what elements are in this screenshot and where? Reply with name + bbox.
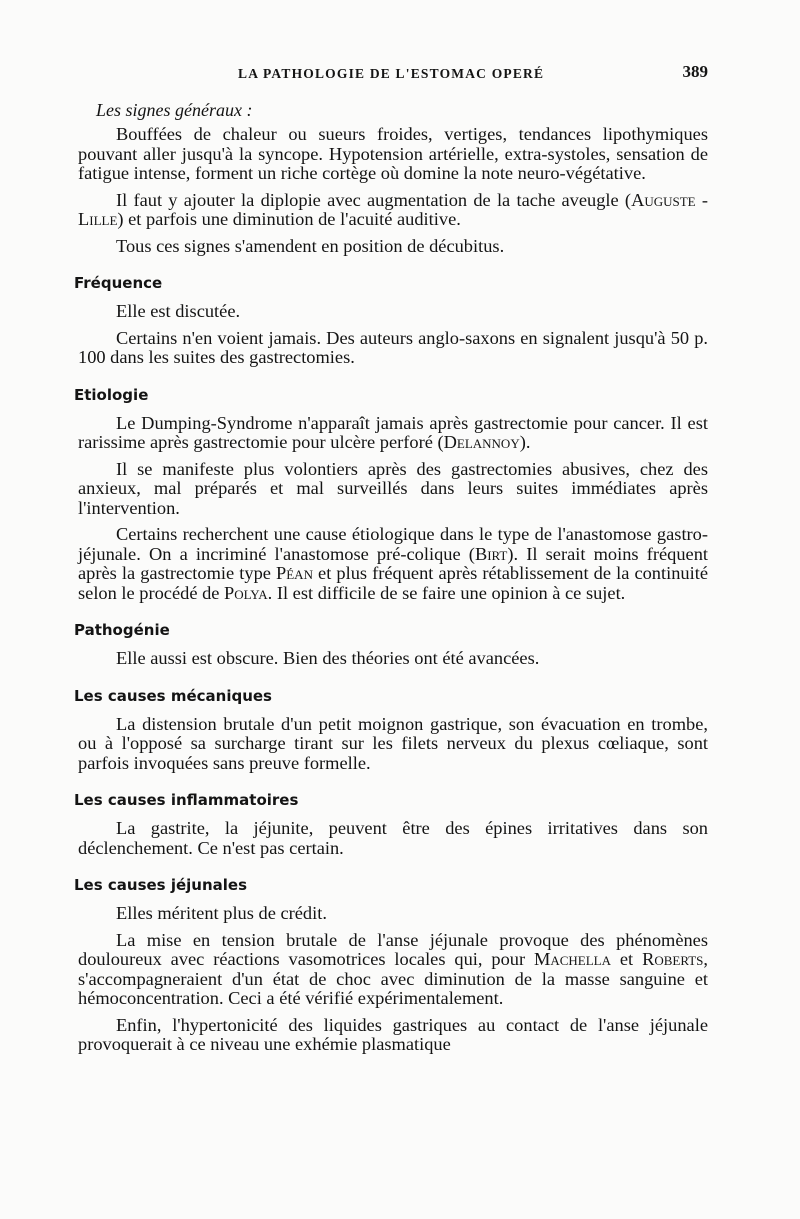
section-heading-pathogenie: Pathogénie [74,621,170,639]
page-number: 389 [682,62,708,81]
paragraph: Elle aussi est obscure. Bien des théories ont été avancées. [116,648,540,668]
paragraph: Enfin, l'hypertonicité des liquides gastriques au contact de l'anse jéjunale provoquerait à ce niveau une exhémie plasmatique [78,1014,708,1054]
paragraph: Elle est discutée. [116,301,241,321]
section-heading-etiologie: Etiologie [74,385,149,404]
paragraph: Il se manifeste plus volontiers après des gastrectomies abusives, chez des anxieux, mal préparés et mal surveillés dans leurs suites immédiates après l'intervention. [78,458,708,518]
intro-heading: Les signes généraux : [96,100,253,120]
author-name: Delannoy [443,432,520,452]
paragraph: Certains n'en voient jamais. Des auteurs anglo-saxons en signalent jusqu'à 50 p. 100 dans les suites des gastrectomies. [78,327,708,367]
paragraph: Tous ces signes s'amendent en position de décubitus. [116,235,505,256]
book-page [74,60,709,1062]
author-name: Birt [474,543,508,564]
section-heading-inflammatoires: Les causes inflammatoires [74,791,299,809]
running-header [78,60,708,90]
author-name: Péan [276,563,313,583]
paragraph: La gastrite, la jéjunite, peuvent être des épines irritatives dans son déclenchement. Ce n'est pas certain. [78,818,708,858]
running-title: LA PATHOLOGIE DE L'ESTOMAC OPERÉ [238,66,545,81]
paragraph: Il faut y ajouter la diplopie avec augmentation de la tache aveugle (Auguste - Lille) et parfois une diminution de l'acuité auditive. [78,189,708,229]
author-name: Auguste [631,189,696,210]
paragraph: Le Dumping-Syndrome n'apparaît jamais après gastrectomie pour cancer. Il est rarissime après gastrectomie pour ulcère perforé (Delannoy). [78,412,708,452]
paragraph: La distension brutale d'un petit moignon gastrique, son évacuation en trombe, ou à l'opposé sa surcharge tirant sur les filets nerveux du plexus cœliaque, sont parfois invoquées sans preuve formelle. [78,713,708,773]
paragraph: Elles méritent plus de crédit. [116,903,327,923]
paragraph: Bouffées de chaleur ou sueurs froides, vertiges, tendances lipothymiques pouvant aller jusqu'à la syncope. Hypotension artérielle, extra-systoles, sensation de fatigue intense, forment un riche cortège où domine la note neuro-végétative. [78,124,708,183]
author-name: Polya [224,582,268,603]
section-heading-jejunales: Les causes jéjunales [74,876,248,894]
section-heading-frequence: Fréquence [74,274,163,292]
author-name: Machella [533,949,611,969]
paragraph: La mise en tension brutale de l'anse jéjunale provoque des phénomènes douloureux avec réactions vasomotrices locales qui, pour Machella et Roberts, s'accompagneraient d'un état de choc avec diminution de la masse sanguine et hémoconcentration. Ceci a été vérifié expérimentalement. [78,929,708,1008]
paragraph: Certains recherchent une cause étiologique dans le type de l'anastomose gastro-jéjunale. On a incriminé l'anastomose pré-colique (Birt). Il serait moins fréquent après la gastrectomie type Péan et plus fréquent après rétablissement de la continuité selon le procédé de Polya. Il est difficile de se faire une opinion à ce sujet. [78,524,709,603]
author-name: Lille [78,209,118,229]
section-heading-mecaniques: Les causes mécaniques [74,686,272,705]
author-name: Roberts [642,949,704,969]
